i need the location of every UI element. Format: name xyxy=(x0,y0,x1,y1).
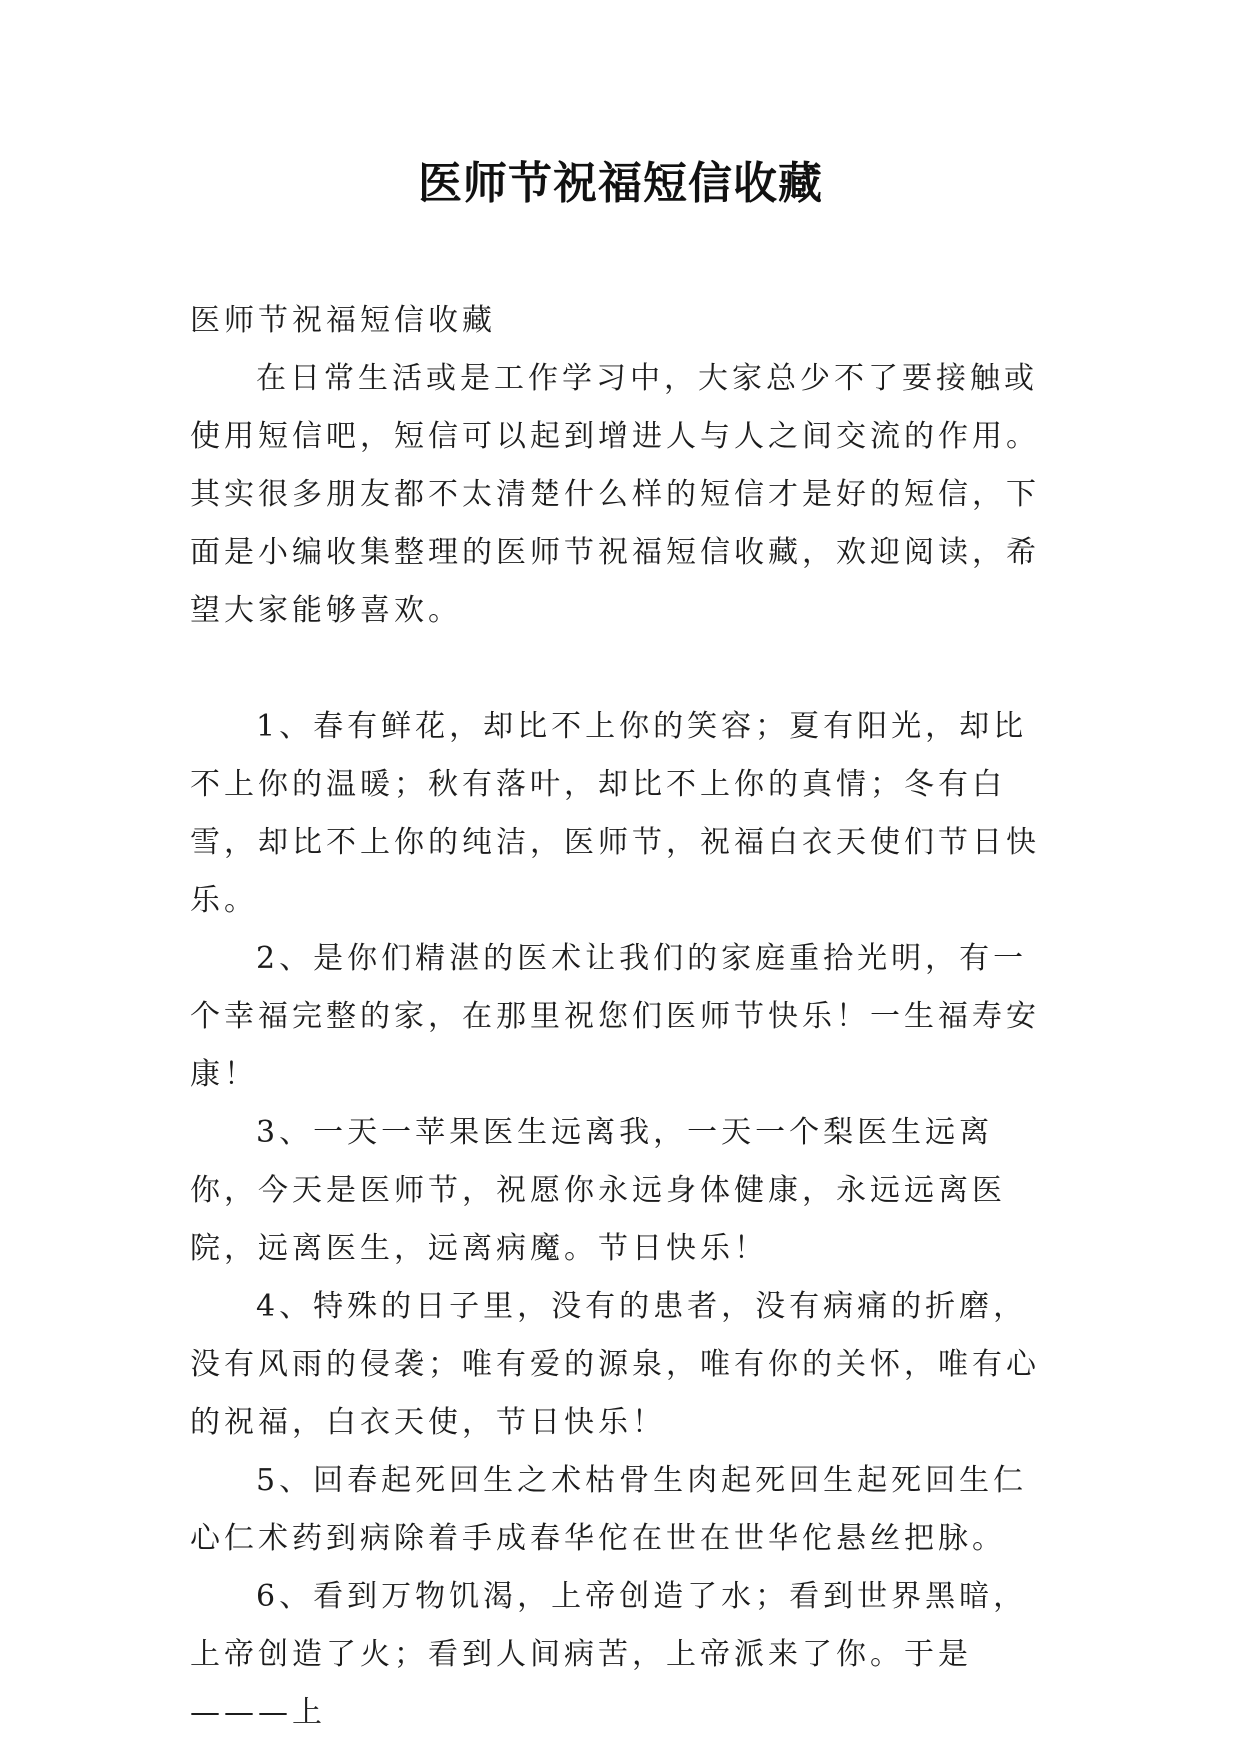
wish-item-2: 2、是你们精湛的医术让我们的家庭重拾光明，有一个幸福完整的家，在那里祝您们医师节快乐！一生福寿安康！ xyxy=(190,941,1040,1092)
wish-item-1: 1、春有鲜花，却比不上你的笑容；夏有阳光，却比不上你的温暖；秋有落叶，却比不上你的真情；冬有白雪，却比不上你的纯洁，医师节，祝福白衣天使们节日快乐。 xyxy=(190,709,1040,918)
paragraph-spacer xyxy=(190,640,1060,698)
wish-item-3: 3、一天一苹果医生远离我，一天一个梨医生远离你，今天是医师节，祝愿你永远身体健康，永远远离医院，远离医生，远离病魔。节日快乐！ xyxy=(190,1115,1006,1266)
wish-item-4: 4、特殊的日子里，没有的患者，没有病痛的折磨，没有风雨的侵袭；唯有爱的源泉，唯有你的关怀，唯有心的祝福，白衣天使，节日快乐！ xyxy=(190,1289,1040,1440)
wish-item-6: 6、看到万物饥渴，上帝创造了水；看到世界黑暗，上帝创造了火；看到人间病苦，上帝派来了你。于是———上 xyxy=(190,1579,1028,1730)
document-title: 医师节祝福短信收藏 xyxy=(418,158,823,209)
wish-item-5: 5、回春起死回生之术枯骨生肉起死回生起死回生仁心仁术药到病除着手成春华佗在世在世华佗悬丝把脉。 xyxy=(190,1463,1028,1556)
document-subtitle: 医师节祝福短信收藏 xyxy=(190,303,496,338)
intro-paragraph: 在日常生活或是工作学习中，大家总少不了要接触或使用短信吧，短信可以起到增进人与人之间交流的作用。其实很多朋友都不太清楚什么样的短信才是好的短信，下面是小编收集整理的医师节祝福短信收藏，欢迎阅读，希望大家能够喜欢。 xyxy=(190,361,1040,628)
document-body xyxy=(190,292,1060,1742)
